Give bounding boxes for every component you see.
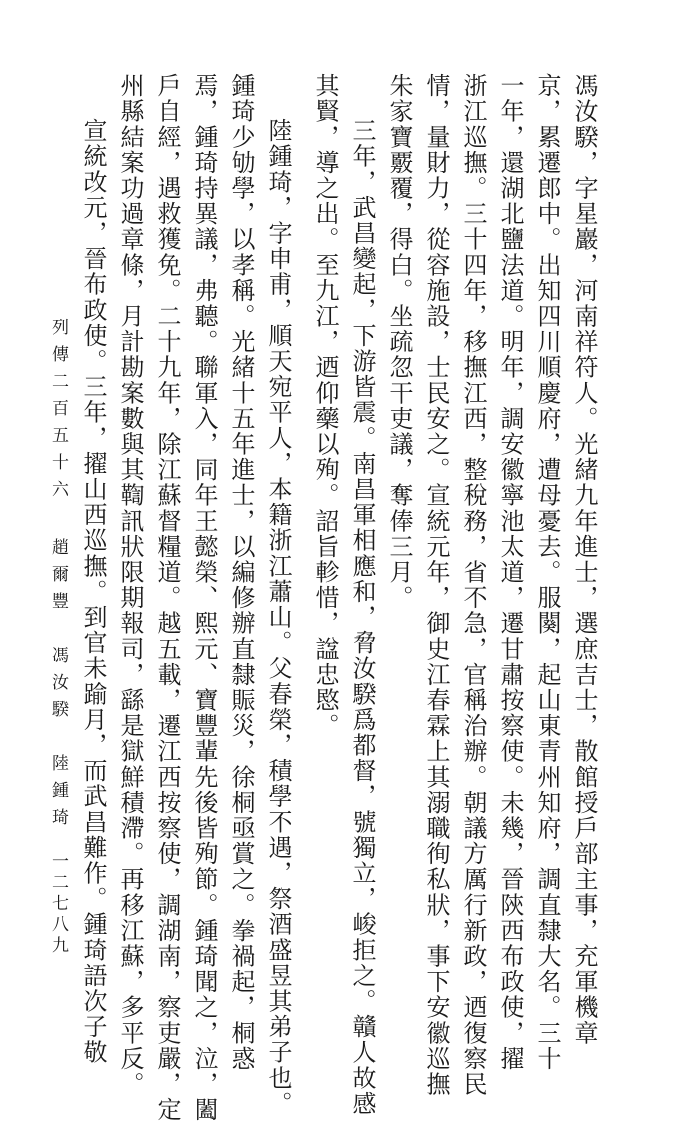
text-column: 浙江巡撫。三十四年，移撫江西，整稅務，省不急，官稱治辦。朝議方厲行新政，迺復察民 — [459, 73, 487, 1097]
text-column: 一年，還湖北鹽法道。明年，調安徽寧池太道，遷甘肅按察使。未幾，晉陝西布政使，擢 — [496, 73, 524, 1072]
text-column: 馮汝騤，字星巖，河南祥符人。光緒九年進士，選庶吉士，散館授戶部主事，充軍機章 — [570, 73, 598, 1046]
running-names: 趙爾豐 馮汝騤 陸鍾琦 — [48, 538, 68, 835]
text-column: 情，量財力，從容施設，士民安之。宣統元年，御史江春霖上其溺職徇私狀，事下安徽巡撫 — [422, 73, 450, 1097]
text-column: 鍾琦少劬學，以孝稱。光緒十五年進士，以編修辦直隸賑災，徐桐亟賞之。拳禍起，桐惑 — [227, 73, 255, 1072]
text-column: 戶自經，遇救獲免。二十九年，除江蘇督糧道。越五載，遷江西按察使，調湖南，察吏嚴，定 — [153, 73, 181, 1123]
running-header: 列傳二百五十六 — [48, 318, 68, 507]
page-number: 一二七八九 — [48, 852, 68, 957]
text-column: 州縣結案功過章條，月計勘案數與其鞫訊狀限期報司，繇是獄鮮積滯。再移江蘇，多平反。 — [116, 73, 144, 1097]
text-column: 焉，鍾琦持異議，弗聽。聯軍入，同年王懿榮、熙元、寶豐輩先後皆殉節。鍾琦聞之，泣，闔 — [190, 73, 218, 1123]
text-column: 京，累遷郎中。出知四川順慶府，遭母憂去。服闋，起山東青州知府，調直隸大名。三十 — [533, 73, 561, 1072]
text-column: 朱家寶覈覆，得白。坐疏忽干吏議，奪俸三月。 — [385, 73, 413, 611]
text-column: 三年，武昌變起，下游皆震。南昌軍相應和，脅汝騤爲都督，號獨立，峻拒之。贛人故感 — [348, 118, 376, 1117]
text-column: 其賢，導之出。至九江，迺仰藥以殉。詔旨軫惜，諡忠愍。 — [311, 73, 339, 739]
text-column: 陸鍾琦，字申甫，順天宛平人，本籍浙江蕭山。父春榮，積學不遇，祭酒盛昱其弟子也。 — [264, 118, 292, 1117]
text-column: 宣統改元，晉布政使。三年，擢山西巡撫。到官未踰月，而武昌難作。鍾琦語次子敬 — [79, 118, 107, 1066]
